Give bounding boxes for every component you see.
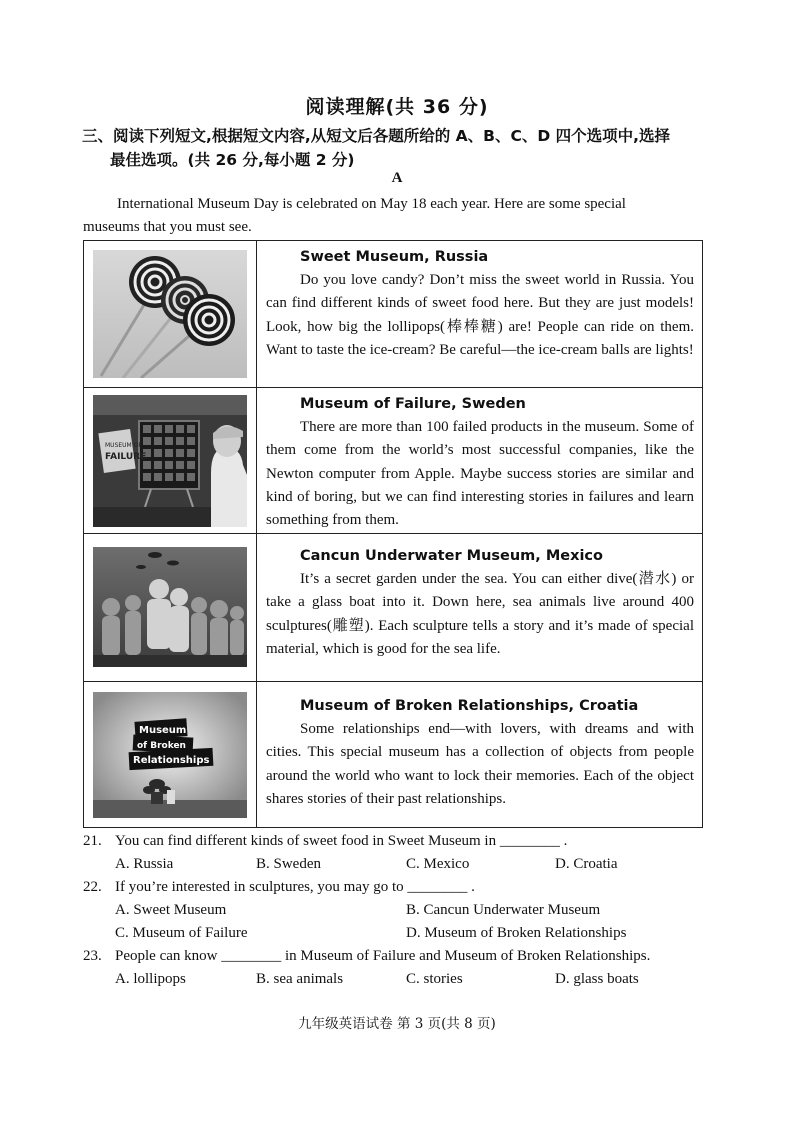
broken-relationships-sign-photo xyxy=(93,692,247,818)
museum-image-cell xyxy=(84,534,257,682)
lollipops-photo xyxy=(93,250,247,378)
options-row xyxy=(83,922,713,945)
instruction-line-2: 最佳选项。(共 26 分,每小题 2 分) xyxy=(110,151,355,169)
question-number: 22. xyxy=(83,879,102,895)
sign-line-3: Relationships xyxy=(133,755,210,766)
question-stem xyxy=(83,830,713,853)
option-c[interactable]: C. Museum of Failure xyxy=(115,925,248,941)
museum-name: Museum of Failure, Sweden xyxy=(300,396,526,412)
question-stem xyxy=(83,876,713,899)
sign-line-1: Museum xyxy=(139,725,187,736)
option-a[interactable]: A. Sweet Museum xyxy=(115,902,227,918)
options-row xyxy=(83,968,713,991)
museum-description: Do you love candy? Don’t miss the sweet world in Russia. You can find different kinds of sweet food here. But they are just models! Look, how big the lollipops(棒棒糖) are! People can ride on them. Want to taste the ice-cream? Be careful—the ice-cream balls are lights! xyxy=(266,272,694,358)
question-number: 23. xyxy=(83,948,102,964)
museum-row xyxy=(84,388,703,534)
option-c[interactable]: C. Mexico xyxy=(406,856,470,872)
museum-name: Sweet Museum, Russia xyxy=(300,249,489,265)
option-b[interactable]: B. sea animals xyxy=(256,971,344,987)
museum-of-failure-photo xyxy=(93,395,247,527)
option-d[interactable]: D. glass boats xyxy=(555,971,639,987)
page-footer: 九年级英语试卷 第 3 页(共 8 页) xyxy=(298,1016,496,1032)
museum-image-cell xyxy=(84,682,257,828)
museum-text-cell xyxy=(257,534,703,682)
question-number: 21. xyxy=(83,833,102,849)
question-text: If you’re interested in sculptures, you may go to ________ . xyxy=(115,879,475,895)
museum-text-cell xyxy=(257,682,703,828)
option-d[interactable]: D. Museum of Broken Relationships xyxy=(406,925,627,941)
museum-row xyxy=(84,241,703,388)
instruction-line-1: 三、阅读下列短文,根据短文内容,从短文后各题所给的 A、B、C、D 四个选项中,选择 xyxy=(82,127,671,145)
museum-table xyxy=(83,240,703,828)
underwater-sculptures-photo xyxy=(93,547,247,667)
museum-image-cell xyxy=(84,388,257,534)
option-a[interactable]: A. lollipops xyxy=(115,971,186,987)
option-d[interactable]: D. Croatia xyxy=(555,856,618,872)
option-c[interactable]: C. stories xyxy=(406,971,463,987)
intro-line-1: International Museum Day is celebrated on May 18 each year. Here are some special xyxy=(117,196,626,212)
passage-label: A xyxy=(391,170,403,186)
intro-line-2: museums that you must see. xyxy=(83,219,252,235)
question-21 xyxy=(83,830,713,876)
museum-description: There are more than 100 failed products in the museum. Some of them come from the world’s most successful companies, like the Newton computer from Apple. Maybe success stories are similar and kind of boring, but we can find interesting stories in failures and learn something from them. xyxy=(266,419,694,529)
museum-description: Some relationships end—with lovers, with dreams and with cities. This special museum has a collection of objects from people around the world who want to lock their memories. Each of the object shares stories of their past relationships. xyxy=(266,721,694,807)
museum-name: Cancun Underwater Museum, Mexico xyxy=(300,548,603,564)
svg-text:MUSEUM OF: MUSEUM OF xyxy=(105,442,142,449)
options-row xyxy=(83,853,713,876)
lollipop-3 xyxy=(183,294,235,346)
question-22 xyxy=(83,876,713,945)
question-text: You can find different kinds of sweet food in Sweet Museum in ________ . xyxy=(115,833,568,849)
museum-description: It’s a secret garden under the sea. You can either dive(潜水) or take a glass boat into it. Down here, sea animals live around 400 sculptures(雕塑). Each sculpture tells a story and it’s made of special material, which is good for the sea life. xyxy=(266,571,694,657)
museum-text-cell xyxy=(257,241,703,388)
question-text: People can know ________ in Museum of Failure and Museum of Broken Relationships. xyxy=(115,948,651,964)
instructions xyxy=(82,124,712,172)
question-23 xyxy=(83,945,713,991)
section-title: 阅读理解(共 36 分) xyxy=(305,96,489,118)
museum-row xyxy=(84,534,703,682)
svg-text:FAILURE: FAILURE xyxy=(105,452,147,462)
sign-line-2: of Broken xyxy=(137,741,186,751)
museum-name: Museum of Broken Relationships, Croatia xyxy=(300,698,639,714)
passage-intro xyxy=(83,193,703,239)
options-row xyxy=(83,899,713,922)
option-b[interactable]: B. Cancun Underwater Museum xyxy=(406,902,601,918)
option-b[interactable]: B. Sweden xyxy=(256,856,321,872)
museum-row xyxy=(84,682,703,828)
museum-text-cell xyxy=(257,388,703,534)
option-a[interactable]: A. Russia xyxy=(115,856,174,872)
question-stem xyxy=(83,945,713,968)
museum-image-cell xyxy=(84,241,257,388)
